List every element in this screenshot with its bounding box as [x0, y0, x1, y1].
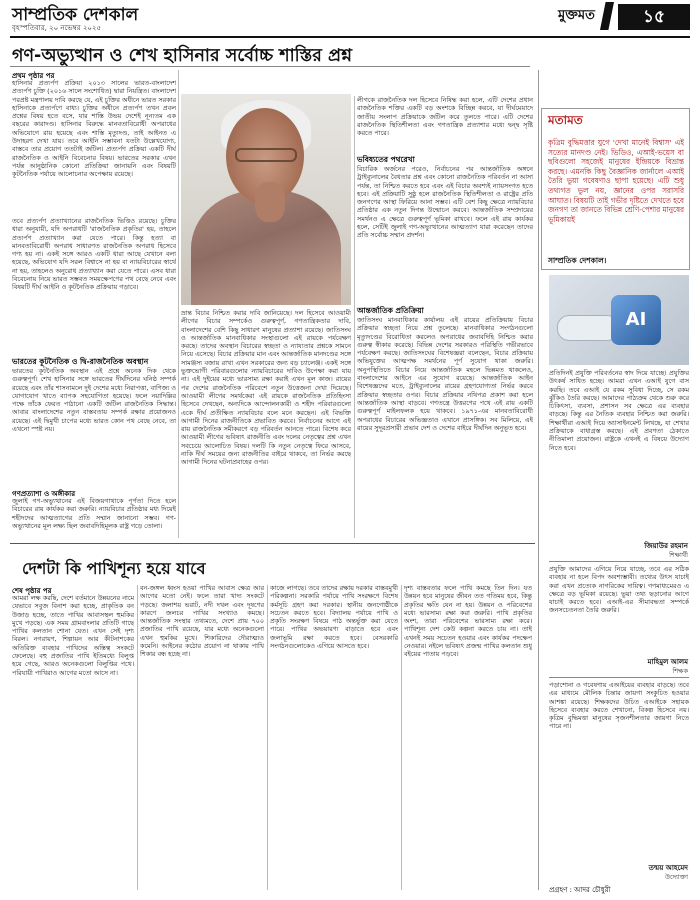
signature-2: মাহিমুল আলম	[647, 658, 688, 666]
article1-col1-text-c: ভারতের কূটনৈতিক অবস্থান এই প্রশ্নে অনেক দিক থেকে গুরুত্বপূর্ণ। শেখ হাসিনার সঙ্গে ভারতের দীর্ঘদিনের ঘনিষ্ঠ সম্পর্ক রয়েছে এবং তাঁর শাসনামলে দুই দেশের মধ্যে নিরাপত্তা, বাণিজ্য ও যোগাযোগ খাতে ব্যাপক সহযোগিতা হয়েছে। ফলে নয়াদিল্লির পক্ষে তাঁকে ফেরত পাঠানো একটি জটিল রাজনৈতিক সিদ্ধান্ত। আবার বাংলাদেশের নতুন বাস্তবতায় সম্পর্ক রক্ষার প্রয়োজনও রয়েছে। এই দ্বিমুখী চাপের মধ্যে ভারত কোন পথ বেছে নেবে, তা এখনো স্পষ্ট নয়।	[12, 367, 176, 434]
role-1: শিক্ষার্থী	[669, 551, 688, 559]
page-number: ১৫	[618, 4, 690, 30]
subhead-future-path: ভবিষ্যতের পথরেখা	[357, 155, 415, 164]
article2-col3-text: কাজে লাগছে। তবে তাদের রক্ষায় দরকার বাস্তবমুখী পরিকল্পনা। সরকারি পর্যায়ে পাখি সংরক্ষণে বিশেষ কর্মসূচি গ্রহণ করা দরকার। স্থানীয় জনগোষ্ঠীকে সচেতন করতে হবে। বিদ্যালয় পর্যায়ে পাখি ও প্রকৃতি সংরক্ষণ বিষয়ে পাঠ অন্তর্ভুক্ত করা যেতে পারে। পাখির অভয়ারণ্য বাড়াতে হবে এবং জলাভূমি রক্ষা করতে হবে। বেসরকারি সংগঠনগুলোকেও এগিয়ে আসতে হবে।	[270, 584, 398, 651]
subhead-public-expectation: গণপ্রত্যাশা ও অঙ্গীকার	[12, 490, 76, 498]
masthead-rule	[10, 36, 690, 38]
opinion-attribution: সাম্প্রতিক দেশকাল।	[548, 256, 607, 265]
article1-headline: গণ-অভ্যুত্থান ও শেখ হাসিনার সর্বোচ্চ শাস্তির প্রশ্ন	[12, 46, 353, 66]
signature-3: তন্ময় আহমেদ	[648, 864, 688, 872]
robot-hand-icon	[557, 315, 619, 341]
article1-col3-text-b: বিচারিক অর্জনের পরেও, নির্বাচনের পর আন্তর্জাতিক অঙ্গনে ট্রাইব্যুনালের বৈধতার প্রশ্ন এবং কোনো রাজনৈতিক পরিবর্তন না আসা পর্যন্ত, তা নিশ্চিত করতে হবে এবং এই বিচার অবশ্যই ন্যায়সংগত হতে হবে। এই প্রক্রিয়াটি সুষ্ঠু হলে রাজনৈতিক স্থিতিশীলতা ও রাষ্ট্রের প্রতি জনগণের আস্থা ফিরিয়ে আনা সম্ভব। এটি বেশ কিছু ক্ষেত্রে ন্যায়বিচার প্রতিষ্ঠার এক নতুন দিগন্ত উন্মোচন করবে। আন্তর্জাতিক সম্প্রদায়ের সমর্থনও এ ক্ষেত্রে গুরুত্বপূর্ণ ভূমিকা রাখবে। ফলে এই রায় কার্যকর হলে, সেটিই জুলাই গণ-অভ্যুত্থানের আত্মত্যাগ যারা করেছেন তাদের প্রতি সর্বোচ্চ সম্মান প্রদর্শন।	[357, 165, 533, 240]
subhead-india-diplomacy: ভারতের কূটনৈতিক ও দ্বি-রাজনৈতিক অবস্থান	[12, 357, 149, 366]
section-name: মুক্তমত	[558, 8, 595, 23]
article1-col3-text-a: লীগকে রাজনৈতিক দল হিসেবে নিষিদ্ধ করা হলে, এটি দেশের প্রধান রাজনৈতিক শক্তির একটি বড় অংশকে বিচ্ছিন্ন করবে, যা দীর্ঘমেয়াদে জাতীয় সংলাপ প্রক্রিয়াকে জটিল করে তুলতে পারে। এটি দেশের রাজনৈতিক স্থিতিশীলতা এবং গণতান্ত্রিক প্রত্যাশার মধ্যে দ্বন্দ্ব সৃষ্টি করতে পারে।	[357, 96, 533, 138]
sidebar-body-c: পড়াশোনা ও গবেষণায় এআইয়ের ব্যবহার বাড়ছে। তবে এর মাধ্যমে মৌলিক চিন্তার জায়গা সংকুচিত হওয়ার আশঙ্কা রয়েছে। শিক্ষকদের উচিত এআইকে সহায়ক হিসেবে ব্যবহার করতে শেখানো, বিকল্প হিসেবে নয়। কৃত্রিম বুদ্ধিমত্তা মানুষের সৃজনশীলতার জায়গা নিতে পারে না।	[549, 681, 689, 731]
article2-headline: দেশটা কি পাখিশূন্য হয়ে যাবে	[22, 559, 206, 578]
article1-lead-label: প্রথম পৃষ্ঠার পর	[12, 72, 55, 80]
opinion-head: মতামত	[548, 113, 583, 127]
article1-col1-text-b: তবে প্রত্যর্পণ প্রত্যাখ্যানের রাজনৈতিক ভিত্তিও রয়েছে। চুক্তির ধারা অনুযায়ী, যদি অপরাধটি 'রাজনৈতিক প্রকৃতির' হয়, তাহলে প্রত্যর্পণ প্রত্যাখ্যান করা যেতে পারে। কিন্তু হত্যা বা মানবতাবিরোধী অপরাধ সাধারণত রাজনৈতিক অপরাধ হিসেবে গণ্য হয় না। একই সঙ্গে আরও একটি ধারা আছে যেখানে বলা হয়েছে, অভিযোগ যদি সরল বিশ্বাসে না হয় বা ন্যায়বিচারের স্বার্থে না হয়, তাহলেও অনুরোধ প্রত্যাখ্যান করা যেতে পারে। এসব ধারা বিবেচনায় নিয়ে ভারত সম্ভবত সময়ক্ষেপণের পথ বেছে নেবে এবং বিষয়টি দীর্ঘ আইনি ও কূটনৈতিক প্রক্রিয়ায় গড়াবে।	[12, 217, 176, 292]
layout-credit: প্রগ্রহণ : আদর চৌধুরী	[549, 886, 611, 894]
masthead	[0, 0, 700, 34]
subhead-international-reaction: আন্তর্জাতিক প্রতিক্রিয়া	[357, 306, 424, 315]
headline-divider	[10, 66, 530, 67]
opinion-quote: কৃত্রিম বুদ্ধিমত্তার যুগে 'দেখা মানেই বিশ্বাস' এই সত্যের মানদণ্ড নেই। ভিডিও, এআই-ভয়েস বা ছবিগুলো সহজেই মানুষের ইন্দ্রিয়কে বিভ্রান্ত করছে। এমনকি কিছু বৈজ্ঞানিক জার্নালে এআই তৈরি ভুয়া গবেষণাও ছাপা হয়েছে। এটি শুধু তথ্যগত ভুল নয়, জ্ঞানের ওপর সরাসরি আঘাত। বিষয়টি তাই গভীর দৃষ্টিতে দেখতে হবে জনগণ তা জানতে বিভিন্ন শ্রেণি-পেশার মানুষের ভূমিকায়ই	[548, 138, 684, 224]
article1-col3-text-c: জাতিসংঘ মানবাধিকার কার্যালয় এই রায়ের প্রতিক্রিয়ায় বিচার প্রক্রিয়ার স্বচ্ছতা নিয়ে প্রশ্ন তুলেছে। মানবাধিকার সংগঠনগুলো মৃত্যুদণ্ডের বিরোধিতা করলেও অপরাধের জবাবদিহি নিশ্চিত করার গুরুত্ব স্বীকার করেছে। বিভিন্ন দেশের সরকারও পরিস্থিতি গভীরভাবে পর্যবেক্ষণ করছে। জাতিসংঘের বিশেষজ্ঞরা বলেছেন, বিচার প্রক্রিয়ায় অভিযুক্তের আত্মপক্ষ সমর্থনের পূর্ণ সুযোগ থাকা জরুরি। অনুপস্থিতিতে বিচার নিয়ে আন্তর্জাতিক মহলে ভিন্নমত থাকলেও, বাংলাদেশের আইনে এর সুযোগ রয়েছে। আন্তর্জাতিক আইন বিশেষজ্ঞদের মতে, ট্রাইব্যুনালের রায়ের গ্রহণযোগ্যতা নির্ভর করবে প্রক্রিয়ার স্বচ্ছতার ওপর। বিচার প্রক্রিয়ার নথিপত্র প্রকাশ করা হলে আন্তর্জাতিক আস্থা বাড়বে। গণতন্ত্রে উত্তরণের পথে এই রায় একটি গুরুত্বপূর্ণ মাইলফলক হয়ে থাকবে। ১৯৭১-এর মানবতাবিরোধী অপরাধের বিচারের অভিজ্ঞতাও এখানে প্রাসঙ্গিক। সব মিলিয়ে, এই রায়ের সুদূরপ্রসারী প্রভাব দেশ ও দেশের বাইরে দীর্ঘদিন অনুভূত হবে।	[357, 316, 533, 432]
article2-col4-text: দৃশ্য বাস্তবতার ফলে পাখি কমছে তিন দিন। যত উন্নয়ন হবে মানুষের জীবন তত গতিময় হবে, কিন্তু প্রকৃতির ক্ষতি যেন না হয়। উন্নয়ন ও পরিবেশের মধ্যে ভারসাম্য রক্ষা করা জরুরি। পাখি প্রকৃতির অংশ, তারা পরিবেশের ভারসাম্য রক্ষা করে। পাখিশূন্য দেশ কেউ কল্পনা করতে চায় না। তাই এখনই সময় সচেতন হওয়ার এবং কার্যকর পদক্ষেপ নেওয়ার। নইলে ভবিষ্যৎ প্রজন্ম পাখির কলতান শুধু বইয়ের পাতায় পড়বে।	[404, 584, 532, 659]
sheikh-hasina-photo	[181, 94, 351, 305]
ai-robot-illustration	[549, 275, 689, 365]
role-3: উদ্যোক্তা	[664, 873, 688, 881]
role-2: শিক্ষক	[672, 667, 688, 675]
article1-col2-text: ভ্রান্ত বিচার নিশ্চিত করার দাবি জানিয়েছে। দল হিসেবে আওয়ামী লীগের বিচার সম্পর্কেও গুরুত্বপূর্ণ, গণতান্ত্রিকতার দাবি, বাংলাদেশের বেশি কিছু সাধারণ মানুষের প্রত্যাশা রয়েছে। জাতিসংঘ ও আন্তর্জাতিক মানবাধিকার সংস্থাগুলো এই রায়কে পর্যবেক্ষণ করছে। তাদের অবস্থান বিচারের স্বচ্ছতা ও ন্যায্যতার প্রশ্নকে সামনে নিয়ে এসেছে। বিচার প্রক্রিয়ার মান এবং আন্তর্জাতিক মানদণ্ডের সঙ্গে সামঞ্জস্য বজায় রাখা এখন সরকারের জন্য বড় চ্যালেঞ্জ। একই সঙ্গে ভুক্তভোগী পরিবারগুলোর ন্যায়বিচারের দাবিও উপেক্ষা করা যায় না। এই দুইয়ের মধ্যে ভারসাম্য রক্ষা করাই এখন মূল কাজ। রায়ের পর দেশের রাজনৈতিক পরিবেশে নতুন উত্তেজনা দেখা দিয়েছে। আওয়ামী লীগের সমর্থকেরা এই রায়কে রাজনৈতিক প্রতিহিংসা হিসেবে দেখছেন, অন্যদিকে আন্দোলনকারী ও শহীদ পরিবারগুলো একে দীর্ঘ প্রতীক্ষিত ন্যায়বিচার বলে মনে করছেন। এই বিভক্তি আগামী দিনের রাজনীতিকে প্রভাবিত করবে। নির্বাচনের আগে এই রায় রাজনৈতিক সমীকরণে বড় পরিবর্তন আনতে পারে। বিশেষ করে আওয়ামী লীগের ভবিষ্যৎ রাজনীতি এবং দলের নেতৃত্বের প্রশ্ন এখন সবচেয়ে আলোচিত বিষয়। দলটি কি নতুন নেতৃত্বে ফিরে আসবে, নাকি দীর্ঘ সময়ের জন্য রাজনীতির বাইরে থাকবে, তা নির্ভর করছে আগামী দিনের ঘটনাপ্রবাহের ওপর।	[181, 309, 351, 467]
dateline: বৃহস্পতিবার, ২০ নভেম্বর ২০২৫	[12, 24, 102, 32]
article2-lead-label: শেষ পৃষ্ঠার পর	[12, 587, 52, 595]
article1-col1-text-a: হাসিনার প্রত্যর্পণ প্রক্রিয়া ২০১৩ সালের ভারত-বাংলাদেশ প্রত্যর্পণ চুক্তি (২০১৬ সালে সংশোধিত) দ্বারা নিয়ন্ত্রিত। বাংলাদেশ পরপ্রষ্ট মন্ত্রণালয় দাবি করছে যে, এই চুক্তির অধীনে ভারত সরকার হাসিনাকে প্রত্যর্পণে বাধ্য। চুক্তির অধীনে প্রত্যর্পণ তখন প্রবল প্রশ্নের বিষয় হতে বসে, যার শাস্তি উভয় দেশেই নূন্যতম এক বছরের কারাদণ্ড। হাসিনার বিরুদ্ধে মানবতাবিরোধী অপরাধের অভিযোগে রায় হয়েছে এবং শাস্তি মৃত্যুদণ্ড, তাই আইনত এ উদাহরণ দেখা যায়। তবে আইনি সম্ভাবনা যতটা উল্লেখযোগ্য, বাস্তবে তার প্রয়োগ ততটাই জটিল। প্রত্যর্পণ প্রক্রিয়া একটি দীর্ঘ রাজনৈতিক ও আইনি বিবেচনার বিষয়। ভারতের সরকার এখন পর্যন্ত আনুষ্ঠানিক কোনো প্রতিক্রিয়া জানায়নি এবং বিষয়টি কূটনৈতিক পর্যায়ে আলোচনার অপেক্ষায় রয়েছে।	[12, 79, 176, 179]
sidebar-body-b: প্রযুক্তি আমাদের এগিয়ে নিয়ে যাচ্ছে, তবে এর সঠিক ব্যবহার না হলে বিপদ অবশ্যম্ভাবী। তথ্যের উৎস যাচাই করা এখন প্রত্যেক নাগরিকের দায়িত্ব। গণমাধ্যমেরও এ ক্ষেত্রে বড় ভূমিকা রয়েছে। ভুয়া তথ্য ছড়ানোর আগে যাচাই করতে হবে। এআই-এর সীমাবদ্ধতা সম্পর্কে জনসচেতনতা তৈরি জরুরি।	[549, 565, 689, 615]
ai-chip-icon: AI	[611, 295, 661, 345]
article1-col1-text-d: জুলাই গণ-অভ্যুত্থানের এই বিজয়গাথাকে পূর্ণতা দিতে হলে বিচারের রায় কার্যকর করা জরুরি। ন্যায়বিচার প্রতিষ্ঠার মধ্য দিয়েই শহীদদের আত্মত্যাগের প্রতি সম্মান জানানো সম্ভব। গণ-অভ্যুত্থানের মূল লক্ষ্য ছিল জবাবদিহিমূলক রাষ্ট্র গড়ে তোলা।	[12, 497, 176, 530]
newspaper-brand: সাম্প্রতিক দেশকাল	[12, 5, 139, 25]
signature-1: জিয়াউর রহমান	[644, 542, 688, 550]
quill-logo-icon	[600, 2, 614, 30]
article2-col2-text: বন-জঙ্গল ধ্বংস হওয়া পাখির আবাস ক্ষেত্র আর আগের মতো নেই। ফলে তারা খাদ্য সংকটে পড়ছে। জলাশয় ভরাট, নদী দখল এবং দূষণের কারণে জলচর পাখির সংখ্যাও কমছে। আন্তর্জাতিক সংস্থার তথ্যমতে, দেশে প্রায় ৭০০ প্রজাতির পাখি রয়েছে, যার মধ্যে অনেকগুলো এখন হুমকির মুখে। শিকারিদের দৌরাত্ম্যও কমেনি। আইনের কঠোর প্রয়োগ না থাকায় পাখি শিকার বন্ধ হচ্ছে না।	[140, 584, 264, 659]
sidebar-body-a: প্রতিদিনই প্রযুক্তি পরিবর্তনের স্বাদ দিয়ে যাচ্ছে। প্রযুক্তির উৎকর্ষ সাধিত হচ্ছে। আমরা এখন এআই যুগে বাস করছি। তবে এআই যে রকম সুবিধা দিচ্ছে, সে রকম ঝুঁকিও তৈরি করছে। আমাদের পাঠ্যক্রম থেকে শুরু করে চিকিৎসা, ব্যবসা, প্রশাসন সব ক্ষেত্রে এর ব্যবহার বাড়ছে। কিন্তু এর নৈতিক ব্যবহার নিশ্চিত করা জরুরি। শিক্ষার্থীরা এআই দিয়ে অ্যাসাইনমেন্ট লিখছে, যা শেখার প্রক্রিয়াকে বাধাগ্রস্ত করছে। এই প্রবণতা ঠেকাতে নীতিমালা প্রয়োজন। রাষ্ট্রকে এখনই এ বিষয়ে উদ্যোগ নিতে হবে।	[549, 369, 689, 452]
article2-col1-text: আমরা লক্ষ করছি, দেশে বর্তমানে উন্নয়নের নামে যেভাবে সবুজ বিনাশ করা হচ্ছে, প্রাকৃতিক বন উজাড় হচ্ছে, তাতে পাখির আবাসস্থল হুমকির মুখে পড়ছে। এক সময় গ্রামবাংলার প্রতিটি গাছে পাখির কলতান শোনা যেত। এখন সেই দৃশ্য বিরল। নগরায়ণ, শিল্পায়ন আর কীটনাশকের অতিরিক্ত ব্যবহার পাখিদের অস্তিত্ব সংকটে ফেলেছে। বহু প্রজাতির পাখি ইতিমধ্যে বিলুপ্ত হয়ে গেছে, আরও অনেকগুলো বিলুপ্তির পথে। পরিযায়ী পাখিরাও আগের মতো আসে না।	[12, 594, 134, 677]
